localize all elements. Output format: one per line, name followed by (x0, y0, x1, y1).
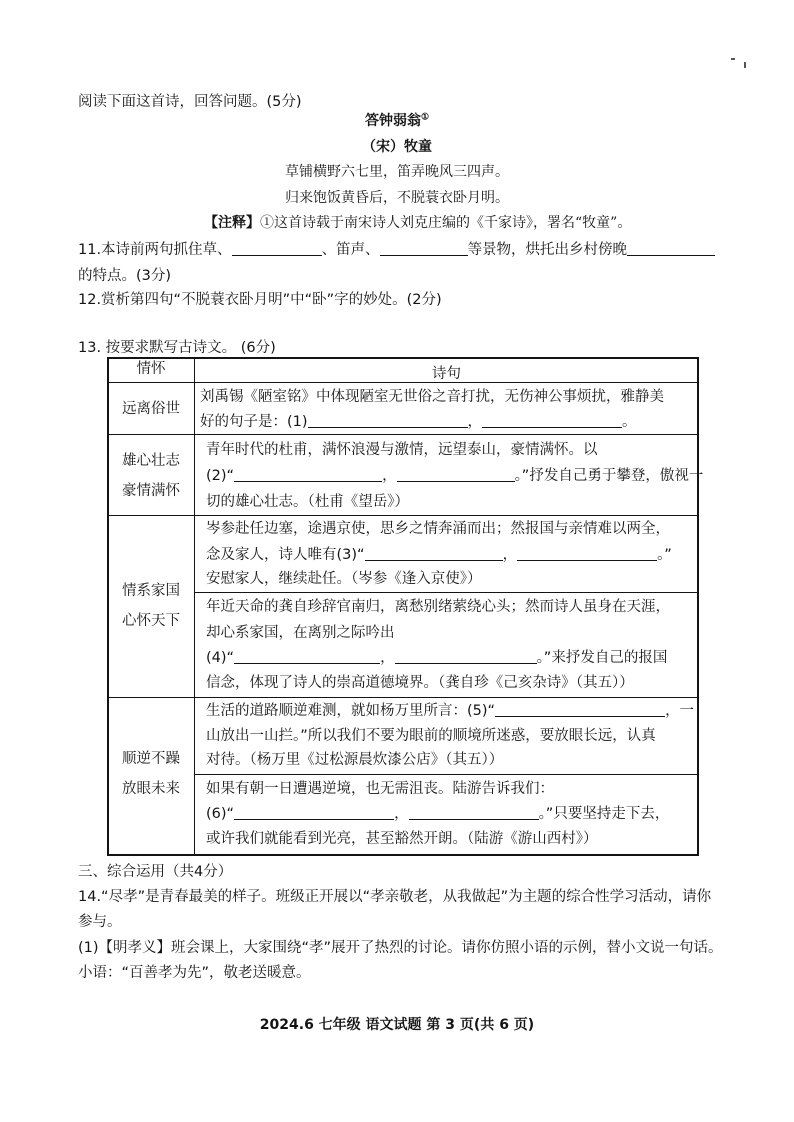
row4b-line-1: 如果有朝一日遭遇逆境，也无需沮丧。陆游告诉我们： (206, 781, 554, 797)
row2-category-a: 雄心壮志 (122, 453, 180, 469)
row1-category: 远离俗世 (122, 401, 180, 417)
header-poem: 诗句 (432, 366, 461, 382)
section-3-heading: 三、综合运用（共4分） (78, 864, 233, 880)
row3-category-b: 心怀天下 (122, 613, 180, 629)
row3b-text-b: ， (380, 650, 395, 666)
question-11 (78, 238, 715, 259)
row4b-text-a: (6)“ (206, 806, 235, 822)
answer-blank-6a[interactable] (234, 805, 394, 820)
row2-category (107, 446, 195, 506)
row4b-line-3: 或许我们就能看到光亮，甚至豁然开朗。（陆游《游山西村》） (206, 831, 598, 847)
q11-text-2: 、笛声、 (321, 242, 380, 258)
row3b-text-c: 。”来抒发自己的报国 (536, 650, 668, 666)
page-footer: 2024.6 七年级 语文试题 第 3 页(共 6 页) (259, 1017, 535, 1033)
poem-title-text: 答钟弱翁 (364, 113, 421, 129)
row4-category-a: 顺逆不躁 (122, 751, 180, 767)
q11-text-3: 等景物，烘托出乡村傍晚 (467, 242, 628, 258)
answer-blank-4a[interactable] (234, 649, 380, 664)
row4a-line-2: 山放出一山拦。”所以我们不要为眼前的顺境所迷惑，要放眼长远，认真 (206, 728, 656, 744)
scan-speck (731, 58, 735, 60)
poem-line-2: 归来饱饭黄昏后，不脱蓑衣卧月明。 (285, 190, 509, 206)
q14-sub-1: (1)【明孝义】班会课上，大家围绕“孝”展开了热烈的讨论。请你仿照小语的示例，替小文说一句话。 (78, 940, 723, 956)
row2-category-b: 豪情满怀 (122, 483, 180, 499)
reading-instruction: 阅读下面这首诗，回答问题。(5分) (78, 94, 302, 110)
poem-note-label: 【注释】 (204, 215, 260, 231)
row4b-text-c: 。”只要坚持走下去， (538, 806, 670, 822)
q11-line-2: 的特点。(3分) (78, 268, 172, 284)
row4a-text-b: ，一 (665, 703, 695, 719)
q11-answer-blank-1[interactable] (232, 241, 322, 256)
row2-text-c: 。”抒发自己勇于攀登，傲视一 (514, 468, 704, 484)
row3a-line-1: 岑参赴任边塞，途遇京使，思乡之情奔涌而出；然报国与亲情难以两全， (206, 521, 670, 537)
row4a-line-3: 对待。（杨万里《过松源晨炊漆公店》（其五）） (206, 752, 504, 768)
q14-sub-2: 小语：“百善孝为先”，敬老送暖意。 (78, 965, 311, 981)
row3a-text-c: 。” (657, 547, 672, 563)
row3b-line-1: 年近天命的龚自珍辞官南归，离愁别绪萦绕心头；然而诗人虽身在天涯， (206, 599, 670, 615)
row4-category-b: 放眼未来 (122, 781, 180, 797)
answer-blank-4b[interactable] (395, 649, 537, 664)
row4a-line-1 (206, 698, 694, 724)
row3b-line-3 (206, 645, 667, 671)
row3b-line-4: 信念，体现了诗人的崇高道德境界。（龚自珍《己亥杂诗》（其五）） (206, 675, 634, 691)
answer-blank-3b[interactable] (517, 546, 657, 561)
row4-category (107, 744, 195, 804)
row4b-text-b: ， (394, 806, 409, 822)
q11-answer-blank-2[interactable] (380, 241, 468, 256)
poem-author: （宋）牧童 (362, 139, 432, 155)
row3a-text-a: 念及家人，诗人唯有(3)“ (206, 547, 365, 563)
row2-line-3: 切的雄心壮志。（杜甫《望岳》） (206, 494, 409, 510)
row1-text-c: 。 (622, 414, 637, 430)
q11-answer-blank-3[interactable] (627, 241, 715, 256)
row3b-line-2: 却心系家国，在离别之际吟出 (206, 625, 395, 641)
answer-blank-1a[interactable] (308, 413, 468, 428)
row1-line-2 (200, 409, 637, 435)
q14-line-2: 参与。 (78, 914, 122, 930)
row1-line-1: 刘禹锡《陋室铭》中体现陋室无世俗之音打扰，无伤神公事烦扰，雅静美 (200, 389, 664, 405)
question-13-heading: 13. 按要求默写古诗文。 (6分) (78, 340, 276, 356)
answer-blank-3a[interactable] (365, 546, 503, 561)
answer-blank-5[interactable] (495, 702, 665, 717)
row3-category-a: 情系家国 (122, 583, 180, 599)
row3a-line-2 (206, 542, 672, 568)
table-rule (194, 592, 699, 593)
answer-blank-2b[interactable] (397, 467, 515, 482)
poem-note-mark: ① (420, 112, 430, 123)
answer-blank-1b[interactable] (482, 413, 622, 428)
poem-title (0, 110, 794, 130)
answer-blank-6b[interactable] (409, 805, 539, 820)
row1-text-a: 好的句子是：(1) (200, 414, 308, 430)
row2-line-2 (206, 463, 703, 489)
poem-note-text: ①这首诗载于南宋诗人刘克庄编的《千家诗》，署名“牧童”。 (260, 215, 632, 231)
row4b-line-2 (206, 801, 669, 827)
answer-blank-2a[interactable] (234, 467, 382, 482)
row3b-text-a: (4)“ (206, 650, 235, 666)
q14-line-1: 14.“尽孝”是青春最美的样子。班级正开展以“孝亲敬老，从我做起”为主题的综合性学习活动，请你 (78, 889, 712, 905)
row3a-text-b: ， (502, 547, 518, 563)
row4a-text-a: 生活的道路顺逆难测，就如杨万里所言：(5)“ (206, 703, 496, 719)
row3-category (107, 576, 195, 636)
row2-line-1: 青年时代的杜甫，满怀浪漫与激情，远望泰山，豪情满怀。以 (206, 442, 598, 458)
q11-text-1: 11.本诗前两句抓住草、 (78, 242, 232, 258)
row2-text-a: (2)“ (206, 468, 235, 484)
poem-line-1: 草铺横野六七里，笛弄晚风三四声。 (285, 164, 509, 180)
table-rule (194, 774, 699, 775)
scan-speck (744, 62, 746, 68)
header-emotion: 情怀 (136, 361, 166, 377)
question-12: 12.赏析第四句“不脱蓑衣卧月明”中“卧”字的妙处。(2分) (78, 292, 442, 308)
row3a-line-3: 安慰家人，继续赴任。（岑参《逢入京使》） (206, 571, 482, 587)
row2-text-b: ， (382, 468, 397, 484)
row1-text-b: ， (467, 414, 483, 430)
poem-note (204, 212, 631, 232)
